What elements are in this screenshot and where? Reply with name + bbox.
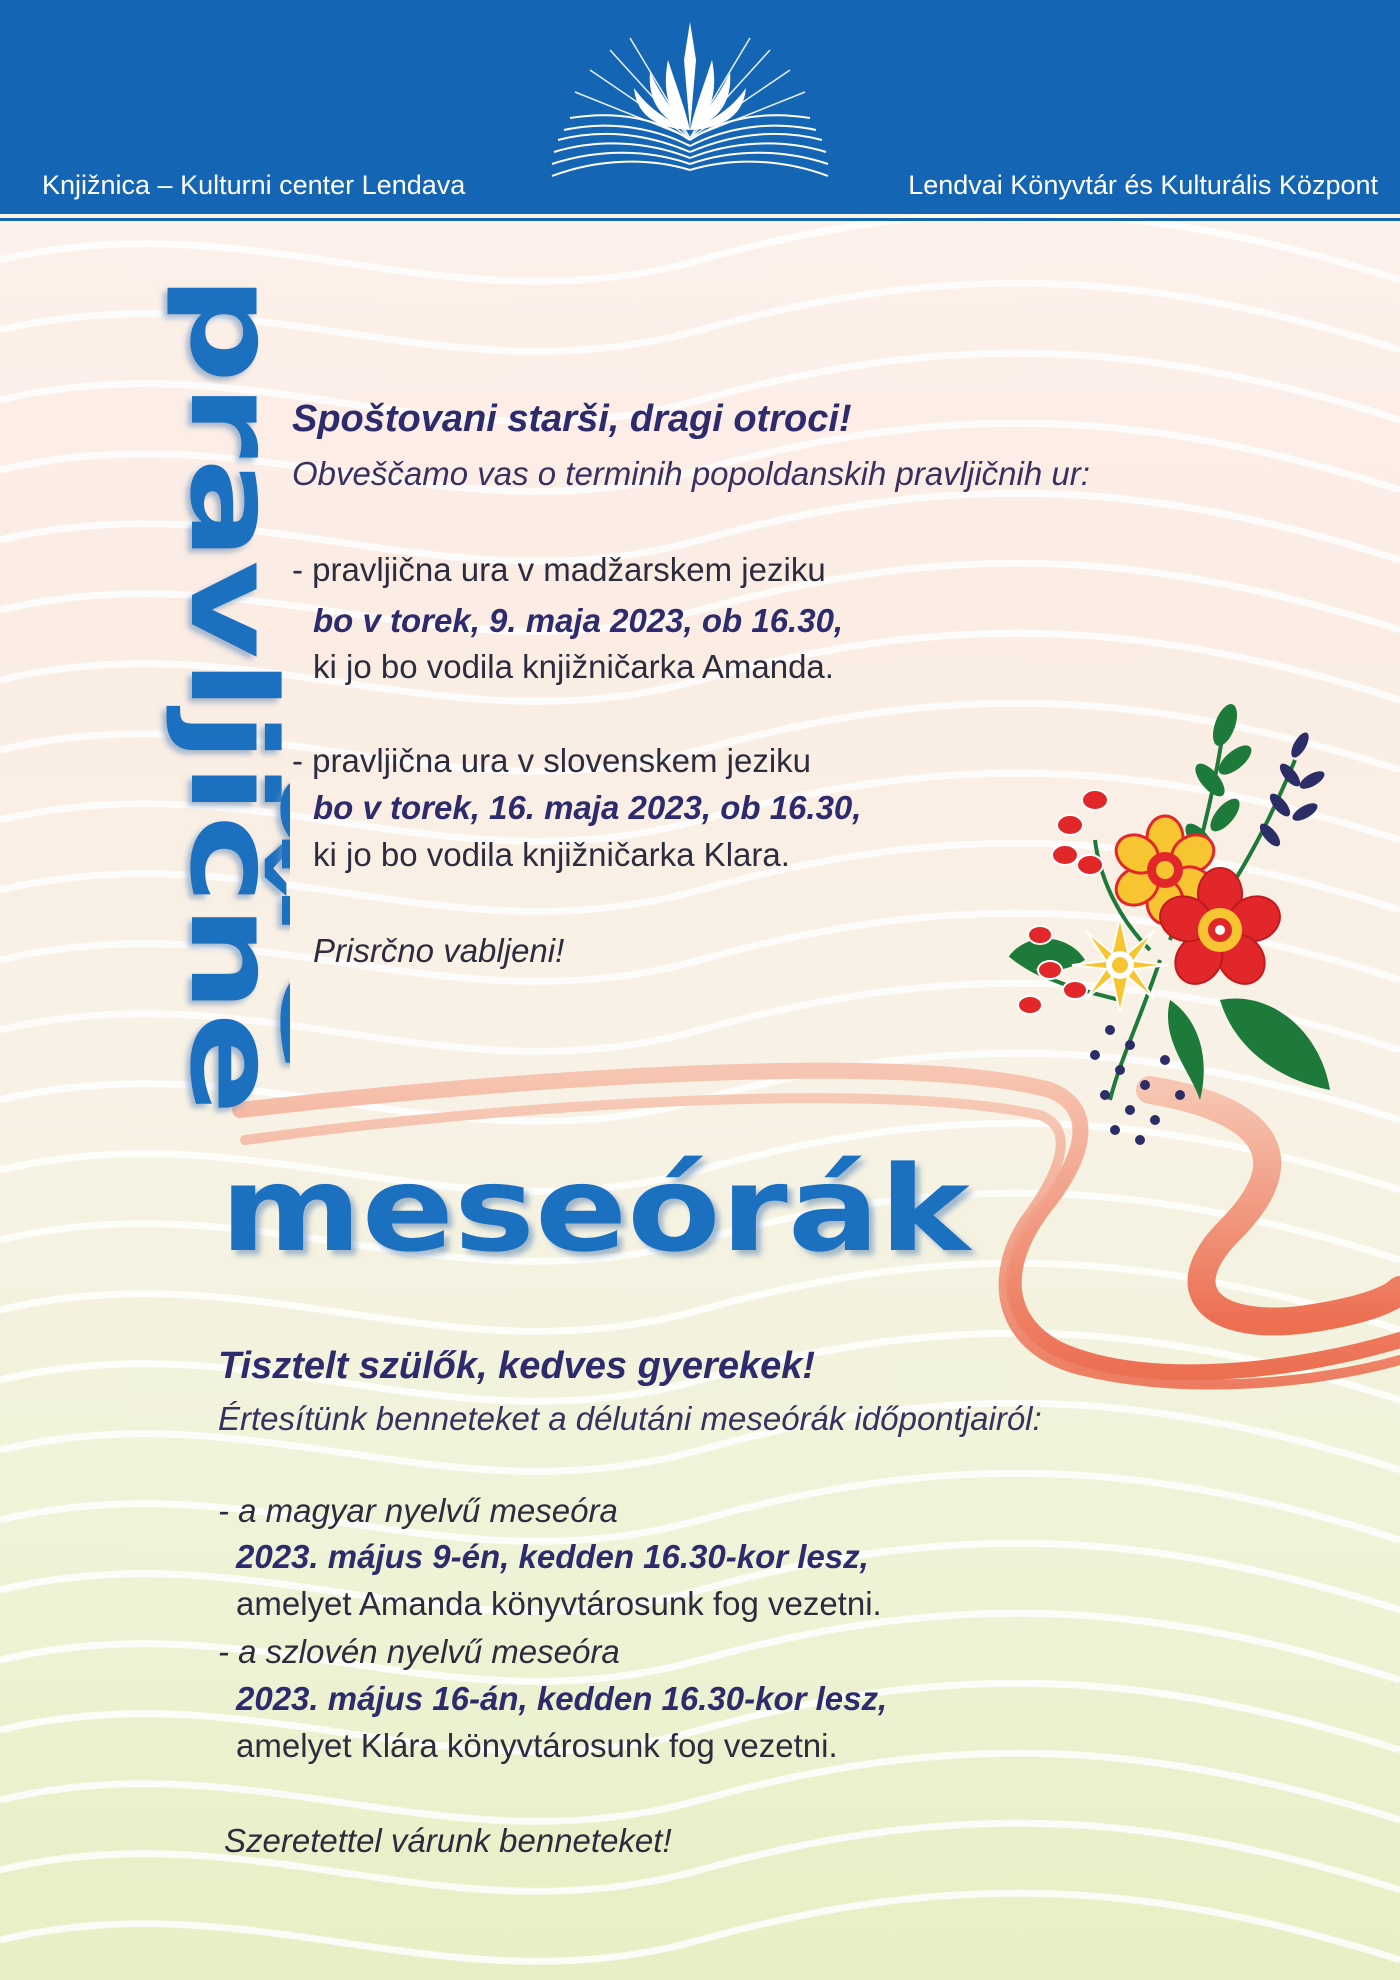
vertical-title-line1: pravljične [164,275,290,930]
hungarian-title [220,1150,990,1280]
hungarian-greeting: Tisztelt szülők, kedves gyerekek! [218,1345,816,1387]
header-divider [0,218,1400,221]
slovene-event2-line1: - pravljična ura v slovenskem jeziku [292,742,812,779]
flower-bouquet-illustration [1000,700,1340,1160]
hungarian-event1-line3: amelyet Amanda könyvtárosunk fog vezetni. [236,1585,882,1622]
hungarian-event1-line1: - a magyar nyelvű meseóra [218,1492,618,1529]
hungarian-title-text: meseórák [220,1150,973,1278]
hungarian-event2-line1: - a szlovén nyelvű meseóra [218,1633,620,1670]
vertical-title-line2: ure [254,765,290,988]
slovene-intro: Obveščamo vas o terminih popoldanskih pravljičnih ur: [292,455,1090,492]
slovene-event2-line3: ki jo bo vodila knjižničarka Klara. [313,836,790,873]
slovene-event2-date: bo v torek, 16. maja 2023, ob 16.30, [313,789,862,826]
hungarian-event1-date: 2023. május 9-én, kedden 16.30-kor lesz, [236,1538,869,1575]
hungarian-intro: Értesítünk benneteket a délutáni meseórák időpontjairól: [218,1400,1042,1437]
hungarian-event2-line3: amelyet Klára könyvtárosunk fog vezetni. [236,1727,838,1764]
slovene-event1-line3: ki jo bo vodila knjižničarka Amanda. [313,648,834,685]
vertical-title [100,255,290,1125]
hungarian-event2-date: 2023. május 16-án, kedden 16.30-kor lesz, [236,1680,888,1717]
header-left-text: Knjižnica – Kulturni center Lendava [42,170,466,200]
slovene-event1-line1: - pravljična ura v madžarskem jeziku [292,551,826,588]
slovene-greeting: Spoštovani starši, dragi otroci! [292,398,852,440]
slovene-closing: Prisrčno vabljeni! [313,932,565,969]
library-book-logo [550,20,830,198]
header-bar [0,0,1400,214]
hungarian-closing: Szeretettel várunk benneteket! [224,1822,672,1859]
header-right-text: Lendvai Könyvtár és Kulturális Központ [908,170,1378,200]
slovene-event1-date: bo v torek, 9. maja 2023, ob 16.30, [313,602,844,639]
